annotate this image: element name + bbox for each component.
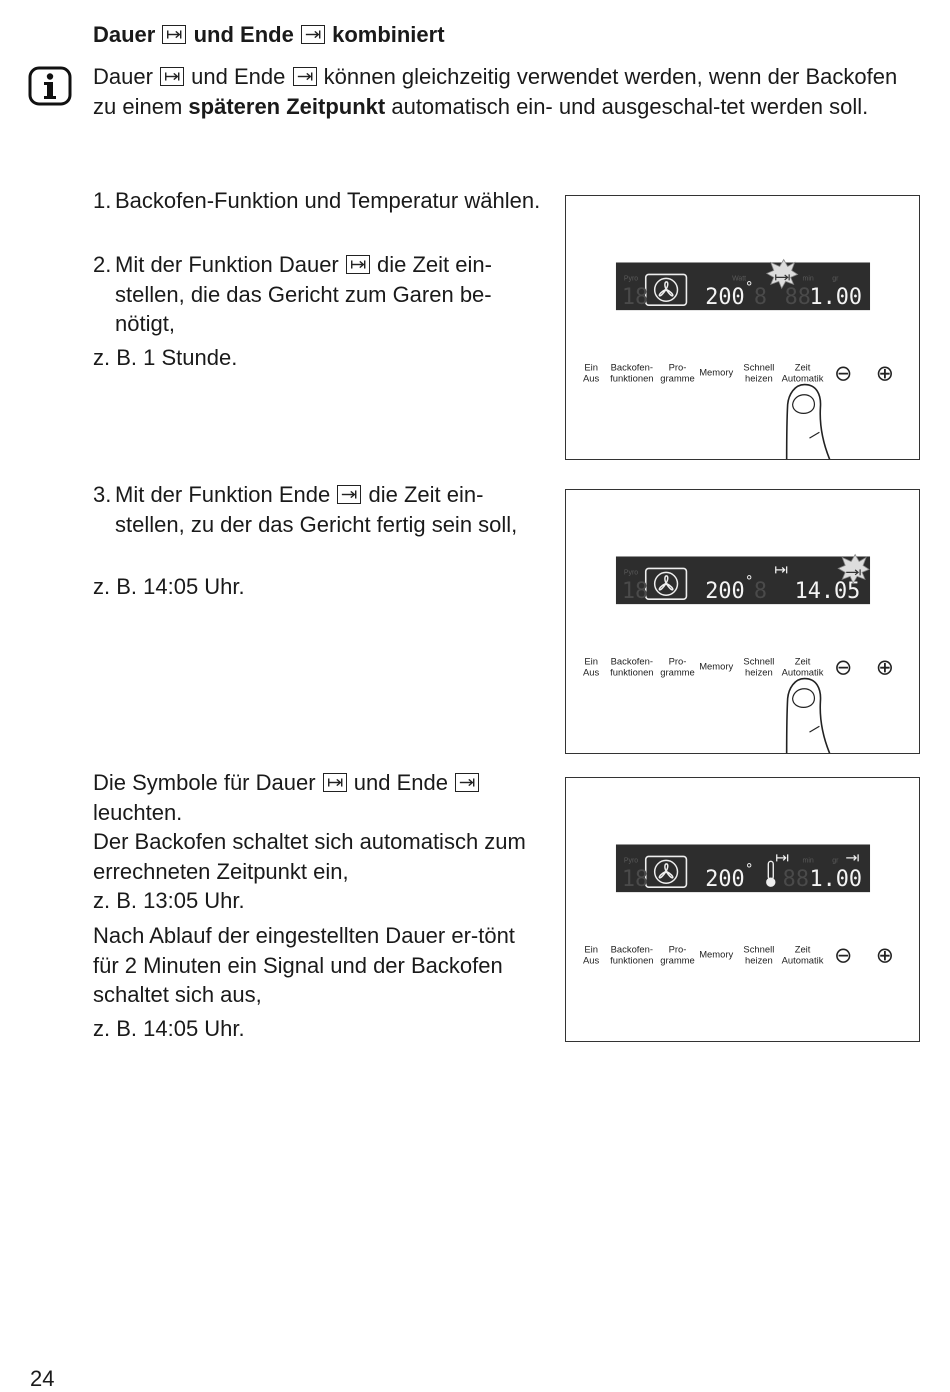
time-display: 1.00 bbox=[809, 867, 863, 893]
end-icon bbox=[293, 67, 317, 86]
plus-button-icon: ⊕ bbox=[875, 943, 895, 969]
plus-button-icon: ⊕ bbox=[875, 361, 895, 387]
btn-zeit-l2: Automatik bbox=[781, 372, 824, 384]
btn-memory: Memory bbox=[699, 660, 734, 672]
page-number: 24 bbox=[30, 1366, 55, 1391]
label-min: min bbox=[802, 857, 814, 865]
ghost-segments-mid: 8 bbox=[753, 579, 768, 605]
step-number: 3. bbox=[93, 482, 112, 507]
btn-ein-l2: Aus bbox=[583, 372, 600, 384]
label-watt: Watt bbox=[732, 275, 747, 283]
heading-part-kombiniert: kombiniert bbox=[332, 22, 445, 47]
result-text-pre: Die Symbole für Dauer bbox=[93, 770, 316, 795]
btn-schnell-l2: heizen bbox=[745, 666, 773, 678]
result-example-2: z. B. 14:05 Uhr. bbox=[93, 1016, 245, 1041]
finger-icon bbox=[787, 385, 831, 459]
step-text-post: die Zeit ein-stellen, die das Gericht zum Garen be-nötigt, bbox=[115, 252, 492, 336]
btn-backofen-l1: Backofen- bbox=[610, 361, 654, 373]
step-text bbox=[115, 250, 543, 339]
ghost-segments-left: 18 bbox=[621, 579, 649, 605]
intro-text-3: können gleichzeitig verwendet werden, wenn der Backofen zu einem bbox=[93, 64, 898, 119]
label-pyro: Pyro bbox=[623, 275, 639, 283]
btn-zeit-l1: Zeit bbox=[794, 943, 811, 955]
btn-programme-l2: gramme bbox=[660, 954, 695, 966]
btn-ein-l1: Ein bbox=[584, 655, 598, 667]
result-text-line2: Der Backofen schaltet sich automatisch zum errechneten Zeitpunkt ein, bbox=[93, 829, 526, 884]
step-text-pre: Mit der Funktion Dauer bbox=[115, 252, 339, 277]
result-text-mid: und Ende bbox=[353, 770, 448, 795]
intro-text-2: und Ende bbox=[191, 64, 286, 89]
step-number: 1. bbox=[93, 188, 112, 213]
step-text-pre: Mit der Funktion Ende bbox=[115, 482, 331, 507]
oven-display bbox=[616, 555, 870, 605]
degree-sign: ° bbox=[744, 861, 754, 878]
degree-sign: ° bbox=[744, 573, 754, 590]
btn-backofen-l2: funktionen bbox=[610, 372, 654, 384]
info-icon bbox=[28, 66, 72, 106]
label-gr: gr bbox=[832, 857, 839, 865]
btn-memory: Memory bbox=[699, 948, 734, 960]
temperature-display: 200 bbox=[705, 867, 745, 893]
step-3 bbox=[93, 480, 543, 539]
btn-schnell-l1: Schnell bbox=[743, 655, 775, 667]
minus-button-icon: ⊖ bbox=[834, 943, 853, 969]
control-panel-illustration-1 bbox=[565, 195, 920, 460]
heading-part-dauer: Dauer bbox=[93, 22, 156, 47]
btn-programme-l1: Pro- bbox=[668, 655, 687, 667]
result-line-1 bbox=[93, 768, 538, 916]
btn-programme-l2: gramme bbox=[660, 666, 695, 678]
step-text bbox=[115, 480, 543, 539]
heading-part-ende: und Ende bbox=[193, 22, 294, 47]
intro-bold: späteren Zeitpunkt bbox=[188, 93, 386, 119]
label-min: min bbox=[802, 275, 814, 283]
btn-schnell-l1: Schnell bbox=[743, 361, 775, 373]
plus-button-icon: ⊕ bbox=[875, 655, 895, 681]
btn-zeit-l1: Zeit bbox=[794, 655, 811, 667]
btn-backofen-l1: Backofen- bbox=[610, 943, 654, 955]
label-pyro: Pyro bbox=[623, 857, 639, 865]
control-panel-illustration-3 bbox=[565, 777, 920, 1042]
btn-ein-l1: Ein bbox=[584, 943, 598, 955]
ghost-segments-left: 18 bbox=[621, 867, 649, 893]
btn-schnell-l1: Schnell bbox=[743, 943, 775, 955]
step-2-example: z. B. 1 Stunde. bbox=[93, 345, 238, 370]
end-icon bbox=[337, 485, 361, 504]
end-icon bbox=[301, 25, 325, 44]
step-text: Backofen-Funktion und Temperatur wählen. bbox=[115, 188, 541, 213]
btn-programme-l1: Pro- bbox=[668, 361, 687, 373]
step-2 bbox=[93, 250, 543, 339]
result-example-1: z. B. 13:05 Uhr. bbox=[93, 888, 245, 913]
ghost-segments-left: 18 bbox=[621, 285, 649, 311]
result-line-3: Nach Ablauf der eingestellten Dauer er-tönt für 2 Minuten ein Signal und der Backofen schaltet sich aus, bbox=[93, 923, 515, 1007]
btn-schnell-l2: heizen bbox=[745, 372, 773, 384]
active-symbol-burst bbox=[767, 260, 798, 289]
degree-sign: ° bbox=[744, 279, 754, 296]
label-pyro: Pyro bbox=[623, 569, 639, 577]
intro-text-4: automatisch ein- und ausgeschal-tet werden soll. bbox=[391, 93, 869, 119]
duration-icon bbox=[160, 67, 184, 86]
oven-display bbox=[616, 260, 870, 311]
minus-button-icon: ⊖ bbox=[834, 655, 853, 681]
ghost-segments-right: 88 bbox=[782, 867, 809, 893]
minus-button-icon: ⊖ bbox=[834, 361, 853, 387]
step-1 bbox=[93, 186, 543, 216]
panel-buttons bbox=[583, 944, 894, 969]
time-display: 14.05 bbox=[794, 579, 861, 605]
step-number: 2. bbox=[93, 252, 112, 277]
oven-display bbox=[616, 844, 870, 892]
result-text-post: leuchten. bbox=[93, 799, 183, 825]
intro-paragraph bbox=[93, 62, 923, 121]
ghost-segments-mid: 8 bbox=[753, 285, 768, 311]
panel-buttons bbox=[583, 656, 894, 681]
temperature-display: 200 bbox=[705, 285, 745, 311]
btn-memory: Memory bbox=[699, 366, 734, 378]
btn-backofen-l1: Backofen- bbox=[610, 655, 654, 667]
end-icon bbox=[455, 773, 479, 792]
btn-zeit-l2: Automatik bbox=[781, 954, 824, 966]
btn-ein-l2: Aus bbox=[583, 666, 600, 678]
duration-icon bbox=[346, 255, 370, 274]
panel-buttons bbox=[583, 362, 894, 387]
btn-ein-l2: Aus bbox=[583, 954, 600, 966]
btn-zeit-l1: Zeit bbox=[794, 361, 811, 373]
finger-icon bbox=[787, 679, 831, 753]
temperature-display: 200 bbox=[705, 579, 745, 605]
btn-programme-l1: Pro- bbox=[668, 943, 687, 955]
section-heading bbox=[93, 20, 445, 50]
btn-zeit-l2: Automatik bbox=[781, 666, 824, 678]
btn-programme-l2: gramme bbox=[660, 372, 695, 384]
step-text-post: die Zeit ein-stellen, zu der das Gericht fertig sein soll, bbox=[115, 482, 518, 537]
control-panel-illustration-2 bbox=[565, 489, 920, 754]
duration-icon bbox=[162, 25, 186, 44]
btn-backofen-l2: funktionen bbox=[610, 666, 654, 678]
intro-text-1: Dauer bbox=[93, 64, 153, 89]
duration-icon bbox=[323, 773, 347, 792]
step-3-example: z. B. 14:05 Uhr. bbox=[93, 574, 245, 599]
time-display: 1.00 bbox=[809, 285, 863, 311]
ghost-segments-right: 88 bbox=[784, 285, 811, 311]
btn-schnell-l2: heizen bbox=[745, 954, 773, 966]
active-symbol-burst bbox=[838, 555, 869, 584]
btn-backofen-l2: funktionen bbox=[610, 954, 654, 966]
btn-ein-l1: Ein bbox=[584, 361, 598, 373]
label-gr: gr bbox=[832, 275, 839, 283]
